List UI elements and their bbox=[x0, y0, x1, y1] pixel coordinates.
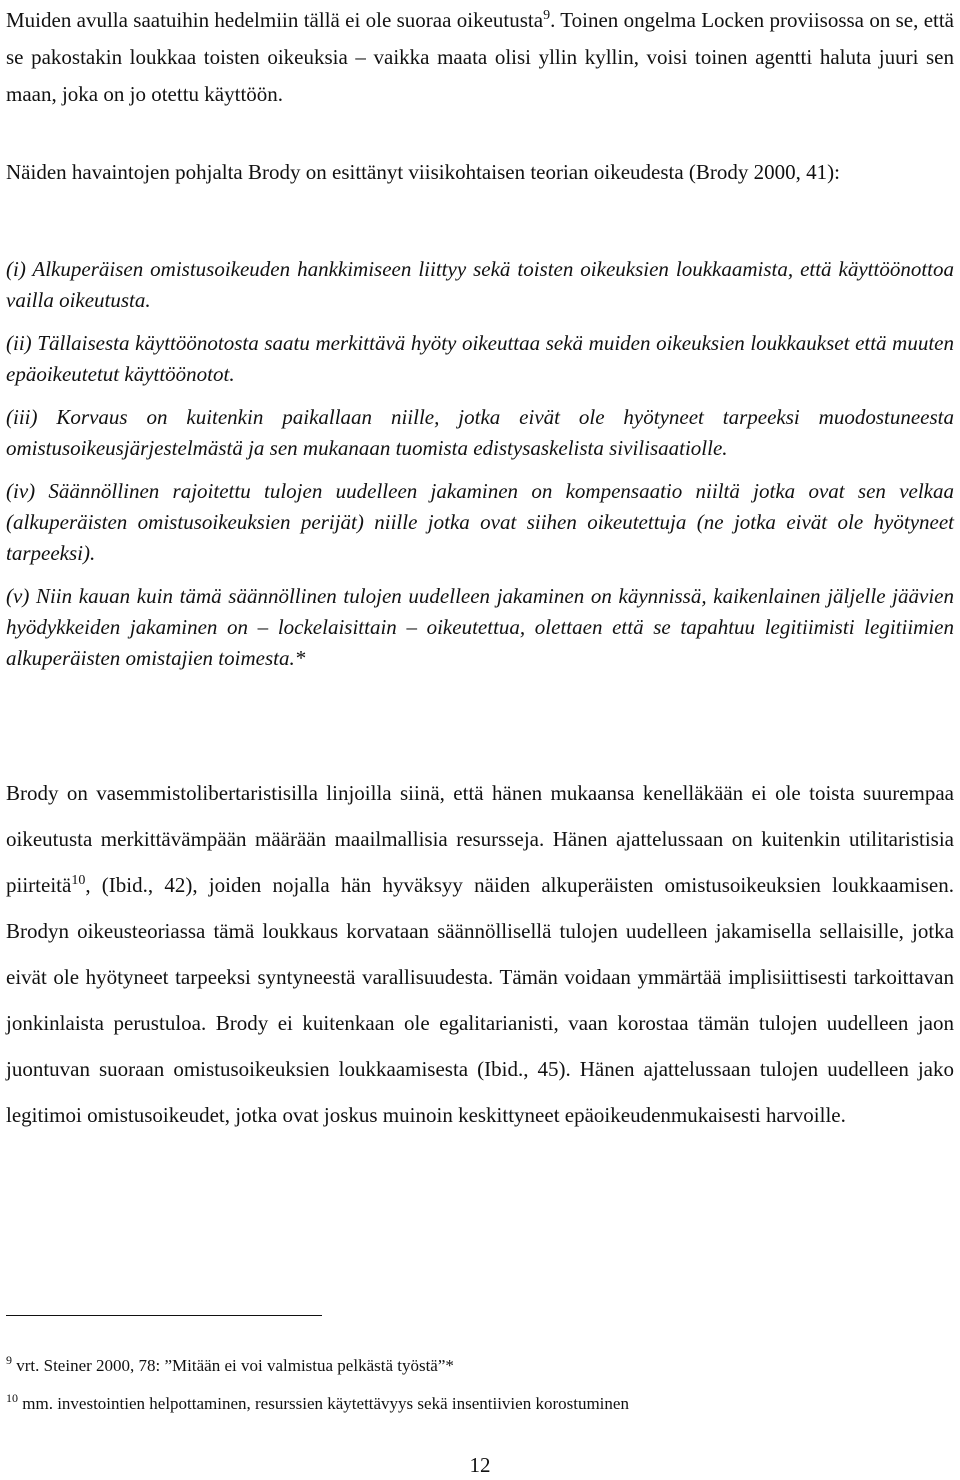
theory-item-v: (v) Niin kauan kuin tämä säännöllinen tulojen uudelleen jakaminen on käynnissä, kaikenlainen jäljelle jäävien hyödykkeiden jakaminen on – lockelaisittain – oikeutettua, olettaen että se tapahtuu legitiimisti legitiimien alkuperäisten omistajien toimesta.* bbox=[6, 584, 954, 670]
footnote-ref-9[interactable]: 9 bbox=[543, 8, 551, 23]
footnote-marker: 10 bbox=[6, 1391, 18, 1405]
footnote-ref-10[interactable]: 10 bbox=[71, 873, 86, 888]
theory-item-iv: (iv) Säännöllinen rajoitettu tulojen uudelleen jakaminen on kompensaatio niiltä jotka ovat sen velkaa (alkuperäisten omistusoikeuksien perijät) niille jotka ovat siihen oikeutettuja (ne jotka eivät ole hyötyneet tarpeeksi). bbox=[6, 479, 954, 565]
theory-item-ii: (ii) Tällaisesta käyttöönotosta saatu merkittävä hyöty oikeuttaa sekä muiden oikeuksien loukkaukset että muuten epäoikeutetut käyttöönotot. bbox=[6, 331, 954, 386]
footnote-marker: 9 bbox=[6, 1353, 12, 1367]
paragraph-text: Muiden avulla saatuihin hedelmiin tällä ei ole suoraa oikeutusta bbox=[6, 8, 544, 32]
footnote-10 bbox=[6, 1392, 954, 1416]
paragraph-text: Brody on vasemmistolibertaristisilla linjoilla siinä, että hänen mukaansa kenelläkään ei ole toista suurempaa oikeutusta merkittävämpään määrään maailmallisia resursseja. Hänen ajattelussaan on kuitenkin utilitaristisia piirteitä bbox=[6, 781, 954, 897]
page-number: 12 bbox=[469, 1453, 491, 1477]
footnote-text: mm. investointien helpottaminen, resurssien käytettävyys sekä insentiivien korostuminen bbox=[22, 1394, 629, 1413]
theory-list bbox=[6, 254, 954, 686]
footnote-text: vrt. Steiner 2000, 78: ”Mitään ei voi valmistua pelkästä työstä”* bbox=[16, 1356, 454, 1375]
paragraph-text: , (Ibid., 42), joiden nojalla hän hyväksyy näiden alkuperäisten omistusoikeuksien loukkaamisen. Brodyn oikeusteoriassa tämä loukkaus korvataan säännöllisellä tulojen uudelleen jakamisella sellaisille, jotka eivät ole hyötyneet tarpeeksi syntyneestä varallisuudesta. Tämän voidaan ymmärtää implisiittisesti tarkoittavan jonkinlaista perustuloa. Brody ei kuitenkaan ole egalitarianisti, vaan korostaa tämän tulojen uudelleen jaon juontuvan suoraan omistusoikeuksien loukkaamisesta (Ibid., 45). Hänen ajattelussaan tulojen uudelleen jako legitimoi omistusoikeudet, jotka ovat joskus muinoin keskittyneet epäoikeudenmukaisesti harvoille. bbox=[6, 873, 954, 1127]
body-paragraph-2: Näiden havaintojen pohjalta Brody on esittänyt viisikohtaisen teorian oikeudesta (Brody 2000, 41): bbox=[6, 160, 840, 184]
theory-item-iii: (iii) Korvaus on kuitenkin paikallaan niille, jotka eivät ole hyötyneet tarpeeksi muodostuneesta omistusoikeusjärjestelmästä ja sen mukanaan tuomista edistysaskelista sivilisaatiolle. bbox=[6, 405, 954, 460]
theory-item-i: (i) Alkuperäisen omistusoikeuden hankkimiseen liittyy sekä toisten oikeuksien loukkaamista, että käyttöönottoa vailla oikeutusta. bbox=[6, 257, 954, 312]
body-paragraph-1 bbox=[6, 2, 954, 113]
footnote-9 bbox=[6, 1354, 954, 1378]
body-paragraph-3 bbox=[6, 770, 954, 1138]
paragraph-text: . Toinen ongelma Locken proviisossa on se, että se pakostakin loukkaa toisten oikeuksia – vaikka maata olisi yllin kyllin, voisi toinen agentti haluta juuri sen maan, joka on jo otettu käyttöön. bbox=[6, 8, 954, 106]
footnote-divider bbox=[6, 1315, 322, 1316]
